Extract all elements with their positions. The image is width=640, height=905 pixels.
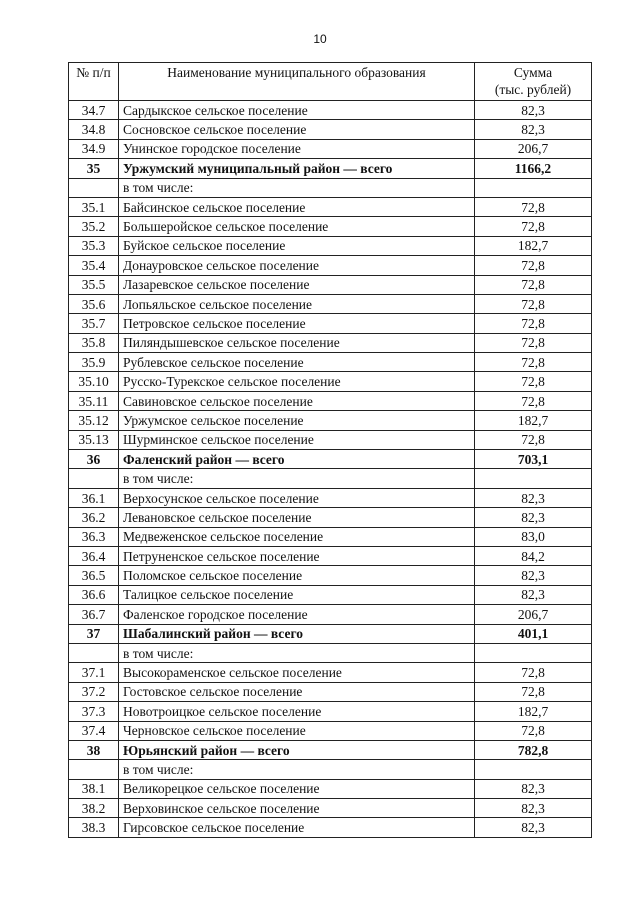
row-number: 35.8 bbox=[69, 333, 119, 352]
table-row bbox=[69, 294, 592, 313]
table-row bbox=[69, 256, 592, 275]
table-row bbox=[69, 546, 592, 565]
row-number bbox=[69, 469, 119, 488]
row-name: в том числе: bbox=[119, 760, 475, 779]
row-name: Юрьянский район — всего bbox=[119, 740, 475, 759]
table-row bbox=[69, 779, 592, 798]
header-sum bbox=[475, 63, 592, 101]
row-name: Буйское сельское поселение bbox=[119, 236, 475, 255]
row-number: 35.10 bbox=[69, 372, 119, 391]
row-name: Поломское сельское поселение bbox=[119, 566, 475, 585]
row-number: 35.13 bbox=[69, 430, 119, 449]
row-name: Верховинское сельское поселение bbox=[119, 799, 475, 818]
row-number: 35.4 bbox=[69, 256, 119, 275]
row-number: 38.1 bbox=[69, 779, 119, 798]
row-number: 36.7 bbox=[69, 605, 119, 624]
row-number: 36 bbox=[69, 450, 119, 469]
row-number: 37.1 bbox=[69, 663, 119, 682]
table-row bbox=[69, 643, 592, 662]
table-row bbox=[69, 508, 592, 527]
table-header bbox=[69, 63, 592, 101]
row-number: 35.2 bbox=[69, 217, 119, 236]
row-name: Шабалинский район — всего bbox=[119, 624, 475, 643]
row-name: в том числе: bbox=[119, 178, 475, 197]
row-number: 35.1 bbox=[69, 197, 119, 216]
table-row bbox=[69, 101, 592, 120]
row-name: Черновское сельское поселение bbox=[119, 721, 475, 740]
header-sum-unit: (тыс. рублей) bbox=[494, 82, 572, 97]
row-sum: 72,8 bbox=[475, 682, 592, 701]
table-row bbox=[69, 566, 592, 585]
row-name: Большеройское сельское поселение bbox=[119, 217, 475, 236]
row-sum bbox=[475, 643, 592, 662]
row-sum bbox=[475, 760, 592, 779]
row-sum: 72,8 bbox=[475, 217, 592, 236]
row-name: Шурминское сельское поселение bbox=[119, 430, 475, 449]
row-name: Сосновское сельское поселение bbox=[119, 120, 475, 139]
header-sum-title: Сумма bbox=[513, 65, 553, 80]
row-number: 36.2 bbox=[69, 508, 119, 527]
table-row bbox=[69, 585, 592, 604]
row-number: 35.11 bbox=[69, 391, 119, 410]
table-row bbox=[69, 799, 592, 818]
row-name: Сардыкское сельское поселение bbox=[119, 101, 475, 120]
row-sum: 206,7 bbox=[475, 139, 592, 158]
page-number: 10 bbox=[313, 32, 327, 46]
row-number: 36.5 bbox=[69, 566, 119, 585]
row-name: Унинское городское поселение bbox=[119, 139, 475, 158]
table-row bbox=[69, 236, 592, 255]
header-number: № п/п bbox=[69, 63, 119, 101]
row-name: Савиновское сельское поселение bbox=[119, 391, 475, 410]
table-row bbox=[69, 469, 592, 488]
row-name: Лазаревское сельское поселение bbox=[119, 275, 475, 294]
row-sum: 206,7 bbox=[475, 605, 592, 624]
table-body bbox=[69, 101, 592, 838]
row-number: 37.3 bbox=[69, 702, 119, 721]
row-number: 34.9 bbox=[69, 139, 119, 158]
row-sum: 72,8 bbox=[475, 372, 592, 391]
table-row bbox=[69, 721, 592, 740]
row-name: Левановское сельское поселение bbox=[119, 508, 475, 527]
table-row bbox=[69, 663, 592, 682]
row-number: 35.6 bbox=[69, 294, 119, 313]
row-number: 36.6 bbox=[69, 585, 119, 604]
row-sum bbox=[475, 178, 592, 197]
row-name: Фаленский район — всего bbox=[119, 450, 475, 469]
row-sum: 82,3 bbox=[475, 585, 592, 604]
row-number: 37 bbox=[69, 624, 119, 643]
row-sum: 84,2 bbox=[475, 546, 592, 565]
table-row bbox=[69, 605, 592, 624]
row-number: 38.2 bbox=[69, 799, 119, 818]
row-name: Лопьяльское сельское поселение bbox=[119, 294, 475, 313]
table-row bbox=[69, 353, 592, 372]
table-row bbox=[69, 275, 592, 294]
row-sum: 82,3 bbox=[475, 799, 592, 818]
row-sum: 72,8 bbox=[475, 314, 592, 333]
row-number: 35.9 bbox=[69, 353, 119, 372]
row-sum: 82,3 bbox=[475, 566, 592, 585]
table-row bbox=[69, 333, 592, 352]
row-sum: 72,8 bbox=[475, 294, 592, 313]
row-sum: 82,3 bbox=[475, 120, 592, 139]
header-row bbox=[69, 63, 592, 101]
row-name: Гирсовское сельское поселение bbox=[119, 818, 475, 837]
row-name: Верхосунское сельское поселение bbox=[119, 488, 475, 507]
row-sum: 703,1 bbox=[475, 450, 592, 469]
row-name: Байсинское сельское поселение bbox=[119, 197, 475, 216]
table-row bbox=[69, 314, 592, 333]
row-number bbox=[69, 760, 119, 779]
table-row bbox=[69, 391, 592, 410]
row-name: Гостовское сельское поселение bbox=[119, 682, 475, 701]
row-number: 38 bbox=[69, 740, 119, 759]
table-row bbox=[69, 197, 592, 216]
row-name: в том числе: bbox=[119, 469, 475, 488]
row-sum: 782,8 bbox=[475, 740, 592, 759]
table-row bbox=[69, 818, 592, 837]
table-row bbox=[69, 760, 592, 779]
row-number: 34.7 bbox=[69, 101, 119, 120]
table-row bbox=[69, 178, 592, 197]
row-number: 37.4 bbox=[69, 721, 119, 740]
table-row bbox=[69, 120, 592, 139]
row-number: 35.12 bbox=[69, 411, 119, 430]
row-sum: 72,8 bbox=[475, 333, 592, 352]
row-number: 35 bbox=[69, 159, 119, 178]
table-row-total bbox=[69, 159, 592, 178]
row-number: 35.5 bbox=[69, 275, 119, 294]
row-name: Медвеженское сельское поселение bbox=[119, 527, 475, 546]
row-name: Пиляндышевское сельское поселение bbox=[119, 333, 475, 352]
row-name: Великорецкое сельское поселение bbox=[119, 779, 475, 798]
row-name: Рублевское сельское поселение bbox=[119, 353, 475, 372]
table-row bbox=[69, 527, 592, 546]
table-row-total bbox=[69, 624, 592, 643]
row-sum: 72,8 bbox=[475, 256, 592, 275]
row-sum: 182,7 bbox=[475, 236, 592, 255]
row-sum: 82,3 bbox=[475, 779, 592, 798]
row-number bbox=[69, 643, 119, 662]
row-sum: 72,8 bbox=[475, 197, 592, 216]
table-row bbox=[69, 139, 592, 158]
row-sum: 72,8 bbox=[475, 353, 592, 372]
table-row bbox=[69, 372, 592, 391]
row-sum: 1166,2 bbox=[475, 159, 592, 178]
row-sum: 82,3 bbox=[475, 508, 592, 527]
row-sum: 83,0 bbox=[475, 527, 592, 546]
row-name: Петровское сельское поселение bbox=[119, 314, 475, 333]
row-name: Высокораменское сельское поселение bbox=[119, 663, 475, 682]
row-name: Русско-Турекское сельское поселение bbox=[119, 372, 475, 391]
row-number: 36.1 bbox=[69, 488, 119, 507]
row-number: 34.8 bbox=[69, 120, 119, 139]
row-sum: 72,8 bbox=[475, 430, 592, 449]
row-sum: 182,7 bbox=[475, 702, 592, 721]
table-row-total bbox=[69, 740, 592, 759]
table-row bbox=[69, 217, 592, 236]
row-number: 36.3 bbox=[69, 527, 119, 546]
row-sum: 401,1 bbox=[475, 624, 592, 643]
row-sum: 82,3 bbox=[475, 101, 592, 120]
row-sum: 72,8 bbox=[475, 663, 592, 682]
row-name: Уржумский муниципальный район — всего bbox=[119, 159, 475, 178]
row-sum bbox=[475, 469, 592, 488]
row-number: 38.3 bbox=[69, 818, 119, 837]
row-number: 35.3 bbox=[69, 236, 119, 255]
row-name: Петруненское сельское поселение bbox=[119, 546, 475, 565]
table-row bbox=[69, 411, 592, 430]
row-sum: 182,7 bbox=[475, 411, 592, 430]
row-name: Донауровское сельское поселение bbox=[119, 256, 475, 275]
row-sum: 72,8 bbox=[475, 721, 592, 740]
table-row bbox=[69, 702, 592, 721]
row-sum: 72,8 bbox=[475, 275, 592, 294]
row-name: в том числе: bbox=[119, 643, 475, 662]
row-number: 36.4 bbox=[69, 546, 119, 565]
row-sum: 72,8 bbox=[475, 391, 592, 410]
header-name: Наименование муниципального образования bbox=[119, 63, 475, 101]
row-name: Новотроицкое сельское поселение bbox=[119, 702, 475, 721]
table-row bbox=[69, 682, 592, 701]
row-name: Уржумское сельское поселение bbox=[119, 411, 475, 430]
row-name: Фаленское городское поселение bbox=[119, 605, 475, 624]
row-sum: 82,3 bbox=[475, 488, 592, 507]
row-name: Талицкое сельское поселение bbox=[119, 585, 475, 604]
table-row bbox=[69, 488, 592, 507]
table-row bbox=[69, 430, 592, 449]
row-number: 37.2 bbox=[69, 682, 119, 701]
row-number: 35.7 bbox=[69, 314, 119, 333]
budget-distribution-table bbox=[68, 62, 592, 838]
row-number bbox=[69, 178, 119, 197]
table-row-total bbox=[69, 450, 592, 469]
row-sum: 82,3 bbox=[475, 818, 592, 837]
